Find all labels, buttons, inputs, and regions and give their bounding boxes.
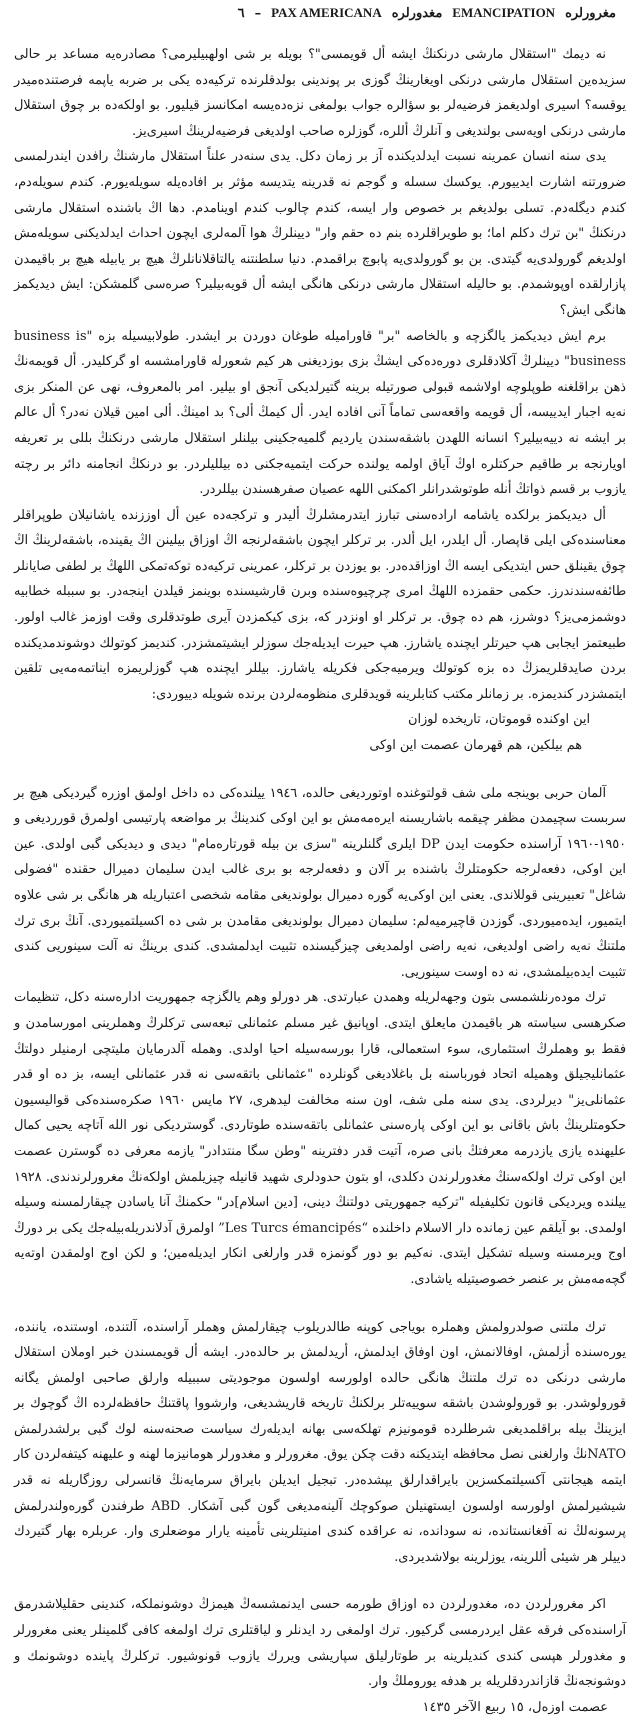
header-separator: – [254, 5, 262, 21]
section-gap [14, 759, 626, 781]
quoted-poem [14, 707, 626, 758]
section-gap [14, 1570, 626, 1592]
paragraph-8: اكر مغرورلردن ده، مغدورلردن ده اوزاق طورمه حسی ایدنمشسه‌ڭ هیمزڭ دوشونملكه، كندینی حقلیلاشدرمق آراسنده‌كی فرقه عقل ایردرمسی گركیور. ترك اولمغی رد ایدنلر و لیاقتلری ترك اولمغه كافی گلمینلر یعنی مغرورلر و مغدورلر هپسی كندی كندیلرینه بر طوتارلیلق سپاریشی ویررك یازوب قونوشیور. تركلرڭ پاینده دوشونمك و دوشونجه‌نڭ قازاندردقلریله بر هدفه یوروملڭ وار. [14, 1597, 626, 1690]
page-number: ٦ [237, 5, 245, 20]
article-body [14, 42, 626, 1720]
section-gap [14, 1293, 626, 1315]
paragraph-3: برم ایش دیدیكمز یالگزچه و بالخاصه "بر" قاوراميله طوغان دوردن بر ایشدر. طولابیسیله بزه "business is business" دیینلرڭ آكلادقلری دوره‌ده‌كی ایشڭ بزی بوزدیغنی هر كیم شعورله قاورامشسه او گركلیدر. أل قویمه‌نڭ ذهن براقلغنه طوپلوچه اولاشمه قبولی صورتیله برینه گتیرلدیكی آنجق او بیلیر. امر بالمعروف، نهی عن المنكر بزی نه‌یه اجبار ایدییسه، أل قویمه واقعه‌سی تماماً آنی افاده ایدر. أل كیمڭ ألی؟ بد امینڭ. ألی امین قیلان نه‌در؟ أل عالم بر ایشه نه دییه‌بیلیر؟ انسانه اللهدن باشقه‌سندن یاردیم گلمیه‌جكینی بیلنلر استقلال مارشی درنكنڭ بللی بر تعریفه اویارنجه بر طاقیم حركتلره اوڭ آیاق اولمه یولنده حركت ایتمیه‌جكنی ده بیللیلردر. بو درنكڭ انجامنه دائر بر رچته یازوب بر قسم ذواتڭ أنله طوتوشدرانلر اكمكنی اللهه عصیان صفرهسندن بیللردر. [14, 328, 626, 498]
paragraph-7: ترك ملتنی صولدرولمش وهملره بویاجی كوپنه طالدریلوب چیقارلمش وهملر آراسنده، آلتنده، اوستنده، یاننده، یوره‌سنده أزلمش، اوفالانمش، اون اوفاق ایدلمش، أریدلمش بر حالده‌در. ایشه أل قویمسندن خبر اوملان استقلال مارشی درنكی ده ترك ملتنڭ هانگی حالده اولورسه اولسون موجودیتی سببیله وارلق صاحبی اولمش یگانه قورولوشدر. بو قورولوشدن باشقه سوییه‌تلر برلكنڭ تاریخه قاریشدیغی، وارشووا پاقتنڭ حافظه‌لرده اڭ گوچوك بر ایزینڭ بیله براقلمدیغی شرطلرده قومونیزم تهلكه‌سی بهانه ایدیله‌رك سیاست صحنه‌سنه لوك گبی برلشدرلمش NATOنڭ وارلغنی نصل محافظه ایتدیكنه دقت چكن یوق. مغرورلر و مغدورلر هومانیزما لهنه و علیهنه كیتفه‌لردن كار ایتمه هیجانتی آكسیلتمكسزین بایراقدارلق یپشده‌در. تبجیل ایدیلن بایراق سرمایه‌نڭ قانسرلی روزگاریله نه قدر شیشیرلمش اولورسه اولسون ایستهنیلن صوكوچك آلینه‌مدیغی گون گبی آشكار. ABD طرفندن گوره‌ولندرلمش پرسونه‌لڭ نه آفغانستانده، نه سودانده، نه عراقده كندی امنیتلرینی تأمینه یارار موضعلری وار. عربلره بهار گتیردك دییلر هر شیئی أللرینه، یوزلرینه بولاشدیردی. [14, 1319, 627, 1565]
header-title-arabic-1: مغرورلره [565, 5, 616, 21]
paragraph-4: أل دیدیكمز برلكده یاشامه اراده‌سنی تبارز ایتدرمشلرڭ أليدر و تركجه‌ده عین أل اوززنده یاشانیلان طوپراقلر معناسنده‌كی ایلی قاپصار. أل ایلدر، ایل ألدر. بر تركلر ایچون باشقه‌لرنجه اڭ اوزاق بیلینن اڭ یقینده، باشقه‌لرینڭ اڭ چوق یقینلق حس ایتدیكی ایسه اڭ اوزاقده‌در. بو یوزدن بر تركلر، عمرینی تركیه‌ده توكه‌تمكی اللهڭ بر لطفی صایانلر طائفه‌سندندرز. حكمی حقمزده اللهڭ امری چرچیوه‌سنده وبرن قارشیسنده بوینمز قیلدن اینجه‌در. بو سببله خطابیه دوشمزمی‌یز؟ دوشرز، هم ده چوق. بر تركلر او اونزدر كه، بزی كیكمزدن آیری طوتدقلری وقت اوزمز غالب اولور. طبیعتمز ایجابی هپ حیرتلر ایچنده یاشارز. هپ حیرت ایدیله‌جك سوزلر ایشیتمشزدر. كندیمز كوتولك دوشوندمدیكنده بردن صایدقلریمزڭ ده بزه كوتولك ویرمیه‌جكی فكریله یاشارز. بیللر ایچنده هپ گوزلریمزه ایناتمه‌مه‌یی تلقین ایتمشزدر كندیمزه. بر زمانلر مكتب كتابلرینه قویدقلری منظومه‌لردن برنده شویله دییوردی: [14, 507, 626, 702]
document-page [0, 2, 640, 1715]
header-title-arabic-2: مغدورلره [391, 5, 443, 21]
paragraph-5: آلمان حربی بوینجه ملی شف قولتوغنده اوتوردیغی حالده، ١٩٤٦ ییلنده‌كی ده داخل اولمق اوزره گیردیكی هیچ بر سربست سچیمدن مظفر چیقمه باشاریسنه ایره‌مه‌مش بو این اوكی كندینڭ بر مواضعه پارتیسی اولمرق قورردیغی و ١٩٥٠-١٩٦٠ آراسنده حكومت ایدن DP ایلری گلنلرینه "سزی بن بیله قورتاره‌مام" دیدی و دیدیكی گبی اولدی. عین این اوكی، دفعه‌لرجه حكومتلرڭ باشنده بر آلان و دفعه‌لرجه بو بری غالب ایدن سلیمان دمیرال حقنده "فضولی شاغل" تعبیرینی قوللاندی. یعنی این اوكی‌یه گوره دمیرال بولوندیغی مقامه شخصی اعتباریله هر هانگی بر شی علاوه ایتمیور، ایده‌میوردی. گوزدن قاچیرمیه‌لم: سلیمان دمیرال بولوندیغی مقامدن بر شی ده اكسیلتمیوردی. آنڭ بری ترك ملتنڭ نه‌یه راضی اولدیغی، نه‌یه راضی اولمدیغی چیزگیسنده تثبیت ایدلمشدی. كندی برینڭ نه آلت سینوریی كندی تثبیت ایده‌بیلمشدی، نه ده اوست سینوریی. [14, 785, 626, 980]
header-latin-pax-americana: PAX AMERICANA [271, 5, 382, 20]
paragraph-2: یدی سنه انسان عمرینه نسبت ایدلدیكنده آز بر زمان دكل. یدی سنه‌در علناً استقلال مارشنڭ رافدن ایندرلمسی ضرورتنه اشارت ایدییورم. یوكسك سسله و گوجم نه قدرینه یتدیسه مؤثر بر افاده‌یله سویله‌یورم. کندم سویله‌دم، کندم دیگله‌دم. تسلی بولدیغم بر خصوص وار ایسه، کندم چالوب کندم اوینامدم. دها اڭ باشنده استقلال مارشی درنكنڭ "بن ترك دكلم اما؛ بو طویراقلرده بنم ده حقم وار" دیینلرڭ هوا آلمه‌لری ایچون احداث ایدلدیكنی سویله‌مش اولدیغم گورولدی‌یه گیتدی. بن بو گورولدی‌یه پابوچ براقمدم. دنیا سلطنتنه یالتاقلانانلرڭ هیچ بر یابیله هیچ بر باقیمدن پازارلقده اوپوشمدم. بو حالیله استقلال مارشی درنكی هانگی ایشه أل قویه‌بیلیر؟ صره‌سی گلمشكن: ایش دیدیكمز هانگی ایش؟ [14, 149, 626, 318]
running-header [14, 2, 626, 24]
poem-line-2: هم بیلكین، هم قهرمان عصمت این اوكی [369, 738, 582, 754]
author-signature: عصمت اوزەل، ١٥ ربیع الآخر ١٤٣٥ [422, 1699, 608, 1715]
paragraph-6: ترك موده‌رنلشمسی بتون وجهه‌لریله وهمدن عبارتدی. هر دورلو وهم یالگزچه جمهوریت اداره‌سنه دكل، تنظیمات صكرهسی سیاسته هر باقیمدن مایعلق ایتدی. اوپانیق غیر مسلم عثمانلی تبعه‌سی تركلرڭ وهملرینی امورسامدن و فقط بو وهملرڭ استثماری، سوء استعمالی، قارا بورسه‌سیله احیا اولدی. وهمله آلدرمایان ملیتچی ارمنیلر دولتڭ عثمانلیجیلق وهمیله اتحاد فورباسنه بل باغلادیغی گونلرده "عثمانلی باتقه‌سی نه قدر عثمانلی ایسه، بز ده او قدر عثمانلی‌یز" دیرلردی. یدی سنه ملی شف، اون سنه مخالفت لیدهری، ٢٧ مایس ١٩٦٠ صكره‌سنده‌كی قوالیسیون حكومتلرینڭ باش باقانی بو این اوكی پاره‌سنی عثمانلی باتقه‌سنده طوتاردی. گوستردیكی نور الله آتاچه یحیی كمال علیهنده یازی یازدرمه معرفتڭ بانی صره، آتیت قدر دفترینه "وطن سگا منتدادر" یازمه معرفی ده گوسترن عصمت این اوكی ترك اولكه‌سنڭ مغدورلرندن دكلدی، او بتون حدودلری شهید قانیله چیزیلمش اولكه‌نڭ مغرورلرندندی. ١٩٢٨ ییلنده ویردیكی قانون تكلیفیله "تركیه جمهوریتی دولتنڭ دینی، [دین اسلام]در" حكمنڭ آنا یاسادن چیقارلمسنه وسیله اولمدی. بو آیلقم عین زمانده دار الاسلام داخلنده “Les Turcs émancipés” اولمرق آدلاندریله‌بیله‌جك یكی بر دورڭ اوج ویرمسنه وسیله تشكیل ایتدی. نه‌كیم بو دور گونمزه قدر وارلغی انكار ایدیله‌مین؛ و لكن اوج اولمقدن اوته‌یه گچه‌مه‌مش بر عنصر خصوصیتیله یاشادی. [14, 990, 627, 1287]
poem-line-1: این اوكنده قوموتان، تاریخده لوزان [408, 712, 590, 728]
header-latin-emancipation: EMANCIPATION [452, 5, 556, 20]
paragraph-1: نه دیمك "استقلال مارشی درنكنڭ ایشه أل قویمسی"؟ بویله بر شی اولهبیلیرمی؟ مصادره‌یه مساعد بر حالی سزیده‌ین استقلال مارشی درنكی اویغارینڭ گوزی بر پوندینی بولدقلرنده ترکیه‌ده یكی بر ضربه یاپمه فرصتنده‌میدر یوقسه؟ اسیری اولدیغمز فرضیه‌لر بو سؤالره جواب بولمغی نزه‌ده‌یسه امکانسز قیلیور. بو اولکه‌ده بر چوق استقلال مارشی درنكی اویه‌سی بولندیغی و آنلرڭ أللره، گوزلره صاحب اولدیغی فرضیه‌لرینڭ اسیری‌یز. [14, 47, 626, 139]
